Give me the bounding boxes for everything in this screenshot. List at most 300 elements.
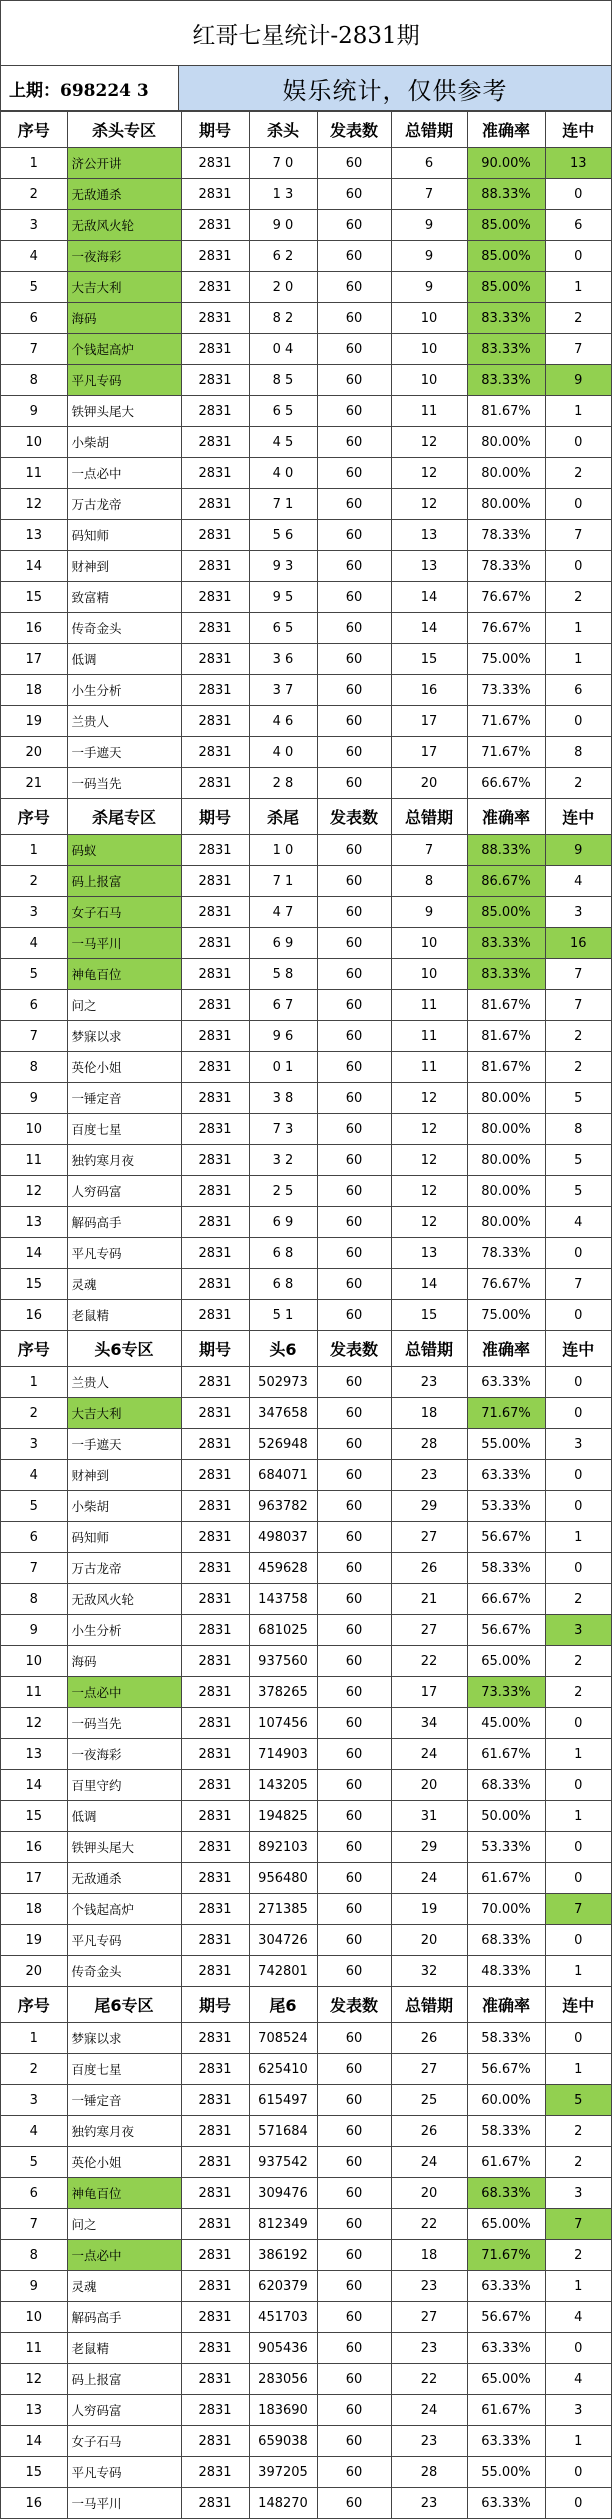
cell-pick: 183690: [249, 2395, 317, 2426]
cell-seq: 13: [1, 1739, 67, 1770]
cell-seq: 20: [1, 737, 67, 768]
cell-published: 60: [317, 1677, 391, 1708]
cell-streak: 1: [545, 613, 611, 644]
table-row: [1, 2209, 611, 2240]
cell-published: 60: [317, 1584, 391, 1615]
cell-streak: 7: [545, 334, 611, 365]
cell-streak: 0: [545, 1863, 611, 1894]
cell-name: 海码: [67, 1646, 181, 1677]
table-row: [1, 613, 611, 644]
cell-accuracy: 80.00%: [467, 1083, 545, 1114]
cell-seq: 5: [1, 272, 67, 303]
cell-errors: 28: [391, 2457, 467, 2488]
cell-published: 60: [317, 2333, 391, 2364]
last-issue-result: 上期：698224 3: [1, 66, 179, 110]
cell-issue: 2831: [181, 1269, 249, 1300]
cell-name: 百度七星: [67, 1114, 181, 1145]
cell-issue: 2831: [181, 2054, 249, 2085]
header-issue: 期号: [181, 1331, 249, 1367]
cell-pick: 6 5: [249, 613, 317, 644]
cell-errors: 27: [391, 2054, 467, 2085]
cell-published: 60: [317, 427, 391, 458]
cell-issue: 2831: [181, 1925, 249, 1956]
cell-name: 海码: [67, 303, 181, 334]
cell-published: 60: [317, 1207, 391, 1238]
cell-issue: 2831: [181, 148, 249, 179]
cell-name: 低调: [67, 644, 181, 675]
table-row: [1, 1832, 611, 1863]
cell-seq: 1: [1, 835, 67, 866]
cell-issue: 2831: [181, 2426, 249, 2457]
table-row: [1, 334, 611, 365]
cell-accuracy: 53.33%: [467, 1491, 545, 1522]
cell-seq: 14: [1, 551, 67, 582]
cell-pick: 397205: [249, 2457, 317, 2488]
table-row: [1, 1646, 611, 1677]
cell-name: 铁钾头尾大: [67, 396, 181, 427]
table-row: [1, 1739, 611, 1770]
cell-errors: 22: [391, 2364, 467, 2395]
cell-streak: 4: [545, 866, 611, 897]
cell-name: 财神到: [67, 1460, 181, 1491]
cell-seq: 10: [1, 427, 67, 458]
cell-seq: 3: [1, 897, 67, 928]
header-name: 杀头专区: [67, 112, 181, 148]
cell-errors: 10: [391, 303, 467, 334]
cell-issue: 2831: [181, 1801, 249, 1832]
cell-issue: 2831: [181, 1863, 249, 1894]
cell-accuracy: 50.00%: [467, 1801, 545, 1832]
cell-errors: 12: [391, 1207, 467, 1238]
cell-published: 60: [317, 1615, 391, 1646]
cell-errors: 11: [391, 396, 467, 427]
cell-name: 铁钾头尾大: [67, 1832, 181, 1863]
cell-errors: 9: [391, 897, 467, 928]
cell-errors: 28: [391, 1429, 467, 1460]
cell-issue: 2831: [181, 644, 249, 675]
cell-name: 老鼠精: [67, 1300, 181, 1331]
cell-accuracy: 80.00%: [467, 1176, 545, 1207]
cell-streak: 0: [545, 1398, 611, 1429]
cell-accuracy: 68.33%: [467, 2178, 545, 2209]
cell-name: 低调: [67, 1801, 181, 1832]
header-seq: 序号: [1, 799, 67, 835]
cell-errors: 17: [391, 737, 467, 768]
cell-accuracy: 70.00%: [467, 1894, 545, 1925]
section-header-row: [1, 112, 611, 148]
cell-errors: 26: [391, 1553, 467, 1584]
cell-name: 问之: [67, 990, 181, 1021]
cell-streak: 0: [545, 1367, 611, 1398]
cell-pick: 7 1: [249, 866, 317, 897]
cell-issue: 2831: [181, 897, 249, 928]
cell-name: 无敌通杀: [67, 1863, 181, 1894]
cell-name: 大吉大利: [67, 1398, 181, 1429]
cell-streak: 3: [545, 1615, 611, 1646]
table-row: [1, 241, 611, 272]
cell-name: 小柴胡: [67, 1491, 181, 1522]
cell-accuracy: 58.33%: [467, 2023, 545, 2054]
cell-pick: 9 5: [249, 582, 317, 613]
cell-errors: 24: [391, 1863, 467, 1894]
cell-name: 人穷码富: [67, 1176, 181, 1207]
cell-pick: 892103: [249, 1832, 317, 1863]
table-row: [1, 1925, 611, 1956]
cell-accuracy: 90.00%: [467, 148, 545, 179]
table-row: [1, 1553, 611, 1584]
cell-published: 60: [317, 1522, 391, 1553]
cell-accuracy: 68.33%: [467, 1770, 545, 1801]
cell-name: 一点必中: [67, 1677, 181, 1708]
cell-pick: 271385: [249, 1894, 317, 1925]
cell-published: 60: [317, 644, 391, 675]
cell-accuracy: 83.33%: [467, 365, 545, 396]
cell-streak: 4: [545, 1207, 611, 1238]
cell-accuracy: 78.33%: [467, 551, 545, 582]
table-row: [1, 1522, 611, 1553]
cell-published: 60: [317, 2209, 391, 2240]
cell-accuracy: 71.67%: [467, 737, 545, 768]
cell-issue: 2831: [181, 2488, 249, 2519]
cell-errors: 23: [391, 1367, 467, 1398]
cell-published: 60: [317, 2488, 391, 2519]
table-row: [1, 1238, 611, 1269]
cell-published: 60: [317, 1894, 391, 1925]
cell-seq: 16: [1, 2488, 67, 2519]
cell-seq: 4: [1, 2116, 67, 2147]
cell-streak: 4: [545, 2302, 611, 2333]
cell-seq: 8: [1, 365, 67, 396]
cell-errors: 10: [391, 365, 467, 396]
cell-seq: 4: [1, 1460, 67, 1491]
cell-pick: 6 8: [249, 1269, 317, 1300]
cell-seq: 13: [1, 2395, 67, 2426]
cell-name: 一锤定音: [67, 1083, 181, 1114]
cell-pick: 0 4: [249, 334, 317, 365]
cell-streak: 8: [545, 737, 611, 768]
cell-issue: 2831: [181, 675, 249, 706]
cell-pick: 148270: [249, 2488, 317, 2519]
cell-accuracy: 66.67%: [467, 768, 545, 799]
cell-errors: 22: [391, 2209, 467, 2240]
cell-published: 60: [317, 241, 391, 272]
header-pick: 杀尾: [249, 799, 317, 835]
cell-seq: 16: [1, 1300, 67, 1331]
cell-accuracy: 66.67%: [467, 1584, 545, 1615]
header-published: 发表数: [317, 112, 391, 148]
cell-errors: 7: [391, 835, 467, 866]
header-published: 发表数: [317, 799, 391, 835]
cell-streak: 1: [545, 2426, 611, 2457]
cell-issue: 2831: [181, 866, 249, 897]
cell-streak: 2: [545, 582, 611, 613]
cell-issue: 2831: [181, 1083, 249, 1114]
cell-issue: 2831: [181, 1176, 249, 1207]
cell-accuracy: 56.67%: [467, 2302, 545, 2333]
cell-issue: 2831: [181, 1894, 249, 1925]
table-row: [1, 520, 611, 551]
cell-name: 码知师: [67, 520, 181, 551]
cell-accuracy: 78.33%: [467, 520, 545, 551]
cell-streak: 1: [545, 1801, 611, 1832]
cell-published: 60: [317, 897, 391, 928]
cell-accuracy: 75.00%: [467, 1300, 545, 1331]
cell-streak: 2: [545, 2116, 611, 2147]
cell-streak: 0: [545, 2457, 611, 2488]
cell-name: 大吉大利: [67, 272, 181, 303]
cell-published: 60: [317, 2271, 391, 2302]
cell-pick: 681025: [249, 1615, 317, 1646]
cell-issue: 2831: [181, 365, 249, 396]
cell-published: 60: [317, 1300, 391, 1331]
cell-name: 财神到: [67, 551, 181, 582]
cell-streak: 0: [545, 1708, 611, 1739]
cell-pick: 3 7: [249, 675, 317, 706]
cell-errors: 31: [391, 1801, 467, 1832]
table-row: [1, 2023, 611, 2054]
cell-seq: 14: [1, 1238, 67, 1269]
cell-published: 60: [317, 1925, 391, 1956]
cell-streak: 2: [545, 1021, 611, 1052]
table-row: [1, 2457, 611, 2488]
cell-name: 码上报富: [67, 2364, 181, 2395]
cell-published: 60: [317, 1801, 391, 1832]
cell-issue: 2831: [181, 1238, 249, 1269]
table-row: [1, 1429, 611, 1460]
cell-accuracy: 68.33%: [467, 1925, 545, 1956]
cell-issue: 2831: [181, 1832, 249, 1863]
cell-issue: 2831: [181, 613, 249, 644]
cell-accuracy: 56.67%: [467, 1615, 545, 1646]
cell-pick: 2 8: [249, 768, 317, 799]
cell-published: 60: [317, 1708, 391, 1739]
cell-issue: 2831: [181, 1207, 249, 1238]
cell-pick: 451703: [249, 2302, 317, 2333]
header-accuracy: 准确率: [467, 799, 545, 835]
cell-issue: 2831: [181, 2271, 249, 2302]
cell-accuracy: 83.33%: [467, 959, 545, 990]
cell-streak: 7: [545, 520, 611, 551]
cell-seq: 2: [1, 2054, 67, 2085]
cell-published: 60: [317, 768, 391, 799]
cell-seq: 6: [1, 303, 67, 334]
cell-streak: 3: [545, 1429, 611, 1460]
cell-pick: 143205: [249, 1770, 317, 1801]
cell-published: 60: [317, 737, 391, 768]
cell-seq: 5: [1, 2147, 67, 2178]
cell-errors: 8: [391, 866, 467, 897]
cell-issue: 2831: [181, 210, 249, 241]
cell-pick: 963782: [249, 1491, 317, 1522]
cell-issue: 2831: [181, 2333, 249, 2364]
cell-seq: 2: [1, 866, 67, 897]
cell-seq: 15: [1, 1269, 67, 1300]
cell-issue: 2831: [181, 1429, 249, 1460]
header-accuracy: 准确率: [467, 1331, 545, 1367]
cell-accuracy: 85.00%: [467, 210, 545, 241]
cell-seq: 12: [1, 2364, 67, 2395]
cell-streak: 7: [545, 1269, 611, 1300]
cell-errors: 14: [391, 613, 467, 644]
cell-pick: 9 3: [249, 551, 317, 582]
cell-issue: 2831: [181, 1677, 249, 1708]
cell-seq: 21: [1, 768, 67, 799]
table-row: [1, 737, 611, 768]
cell-streak: 1: [545, 644, 611, 675]
cell-name: 女子石马: [67, 897, 181, 928]
cell-streak: 0: [545, 2488, 611, 2519]
cell-name: 平凡专码: [67, 365, 181, 396]
cell-pick: 742801: [249, 1956, 317, 1987]
cell-errors: 14: [391, 582, 467, 613]
cell-published: 60: [317, 551, 391, 582]
cell-accuracy: 56.67%: [467, 1522, 545, 1553]
header-errors: 总错期: [391, 1987, 467, 2023]
cell-errors: 26: [391, 2116, 467, 2147]
cell-errors: 12: [391, 1176, 467, 1207]
cell-issue: 2831: [181, 1708, 249, 1739]
cell-published: 60: [317, 928, 391, 959]
cell-published: 60: [317, 613, 391, 644]
cell-streak: 3: [545, 897, 611, 928]
table-row: [1, 582, 611, 613]
header-streak: 连中: [545, 1331, 611, 1367]
cell-issue: 2831: [181, 2240, 249, 2271]
cell-name: 小柴胡: [67, 427, 181, 458]
cell-accuracy: 86.67%: [467, 866, 545, 897]
table-row: [1, 1398, 611, 1429]
cell-issue: 2831: [181, 241, 249, 272]
cell-pick: 9 6: [249, 1021, 317, 1052]
cell-published: 60: [317, 2023, 391, 2054]
cell-streak: 3: [545, 2395, 611, 2426]
cell-issue: 2831: [181, 1021, 249, 1052]
cell-accuracy: 63.33%: [467, 2488, 545, 2519]
cell-accuracy: 80.00%: [467, 489, 545, 520]
cell-accuracy: 88.33%: [467, 835, 545, 866]
cell-pick: 2 5: [249, 1176, 317, 1207]
cell-name: 一码当先: [67, 768, 181, 799]
cell-streak: 1: [545, 1522, 611, 1553]
header-name: 尾6专区: [67, 1987, 181, 2023]
cell-issue: 2831: [181, 2116, 249, 2147]
cell-accuracy: 81.67%: [467, 396, 545, 427]
cell-seq: 15: [1, 582, 67, 613]
cell-seq: 6: [1, 990, 67, 1021]
cell-pick: 8 5: [249, 365, 317, 396]
cell-seq: 12: [1, 1176, 67, 1207]
header-published: 发表数: [317, 1331, 391, 1367]
cell-name: 无敌风火轮: [67, 1584, 181, 1615]
cell-streak: 7: [545, 1894, 611, 1925]
cell-name: 解码高手: [67, 2302, 181, 2333]
cell-streak: 0: [545, 2333, 611, 2364]
cell-published: 60: [317, 1176, 391, 1207]
table-row: [1, 396, 611, 427]
cell-streak: 0: [545, 241, 611, 272]
cell-issue: 2831: [181, 334, 249, 365]
cell-accuracy: 81.67%: [467, 990, 545, 1021]
cell-name: 问之: [67, 2209, 181, 2240]
cell-name: 一锤定音: [67, 2085, 181, 2116]
cell-name: 一马平川: [67, 2488, 181, 2519]
cell-published: 60: [317, 179, 391, 210]
cell-errors: 22: [391, 1646, 467, 1677]
header-published: 发表数: [317, 1987, 391, 2023]
cell-accuracy: 85.00%: [467, 241, 545, 272]
cell-pick: 498037: [249, 1522, 317, 1553]
cell-errors: 12: [391, 1114, 467, 1145]
cell-streak: 0: [545, 2023, 611, 2054]
cell-errors: 13: [391, 551, 467, 582]
cell-seq: 17: [1, 1863, 67, 1894]
cell-pick: 7 1: [249, 489, 317, 520]
cell-streak: 0: [545, 179, 611, 210]
info-row: [1, 66, 611, 111]
table-row: [1, 1021, 611, 1052]
cell-accuracy: 80.00%: [467, 427, 545, 458]
cell-streak: 2: [545, 2240, 611, 2271]
table-row: [1, 2147, 611, 2178]
table-row: [1, 990, 611, 1021]
cell-pick: 615497: [249, 2085, 317, 2116]
cell-pick: 6 9: [249, 1207, 317, 1238]
cell-accuracy: 88.33%: [467, 179, 545, 210]
cell-accuracy: 75.00%: [467, 644, 545, 675]
cell-issue: 2831: [181, 1460, 249, 1491]
cell-streak: 1: [545, 272, 611, 303]
cell-errors: 34: [391, 1708, 467, 1739]
cell-published: 60: [317, 2302, 391, 2333]
cell-seq: 5: [1, 1491, 67, 1522]
cell-accuracy: 65.00%: [467, 2364, 545, 2395]
cell-accuracy: 63.33%: [467, 2271, 545, 2302]
table-row: [1, 1367, 611, 1398]
cell-published: 60: [317, 866, 391, 897]
cell-pick: 5 8: [249, 959, 317, 990]
cell-name: 无敌风火轮: [67, 210, 181, 241]
cell-streak: 0: [545, 427, 611, 458]
cell-pick: 143758: [249, 1584, 317, 1615]
cell-streak: 5: [545, 1145, 611, 1176]
cell-published: 60: [317, 2364, 391, 2395]
cell-accuracy: 61.67%: [467, 2147, 545, 2178]
cell-issue: 2831: [181, 272, 249, 303]
cell-errors: 7: [391, 179, 467, 210]
cell-issue: 2831: [181, 303, 249, 334]
cell-issue: 2831: [181, 990, 249, 1021]
cell-errors: 20: [391, 1770, 467, 1801]
cell-pick: 5 1: [249, 1300, 317, 1331]
table-row: [1, 489, 611, 520]
cell-published: 60: [317, 1553, 391, 1584]
cell-name: 传奇金头: [67, 613, 181, 644]
cell-issue: 2831: [181, 768, 249, 799]
cell-name: 个钱起高炉: [67, 334, 181, 365]
cell-published: 60: [317, 990, 391, 1021]
header-errors: 总错期: [391, 1331, 467, 1367]
cell-published: 60: [317, 1491, 391, 1522]
cell-seq: 13: [1, 1207, 67, 1238]
cell-seq: 17: [1, 644, 67, 675]
cell-name: 万古龙帝: [67, 1553, 181, 1584]
cell-seq: 3: [1, 1429, 67, 1460]
cell-errors: 19: [391, 1894, 467, 1925]
cell-pick: 2 0: [249, 272, 317, 303]
cell-published: 60: [317, 1770, 391, 1801]
cell-issue: 2831: [181, 928, 249, 959]
cell-streak: 0: [545, 1553, 611, 1584]
